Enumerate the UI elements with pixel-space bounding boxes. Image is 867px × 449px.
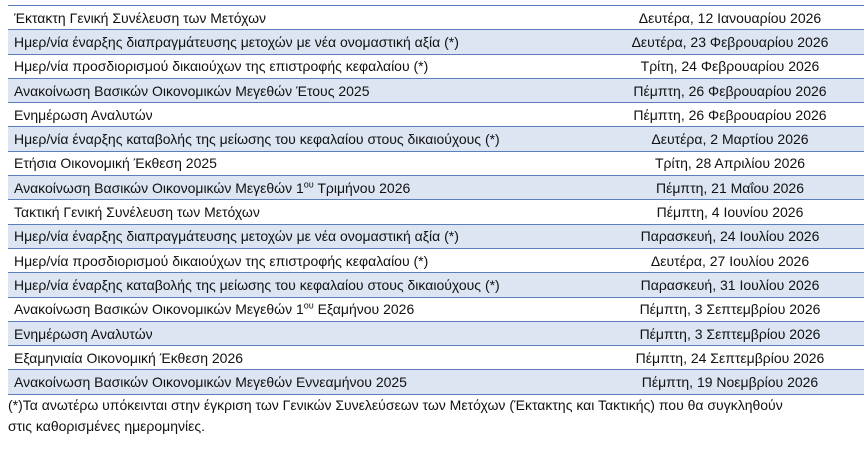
event-cell: Ημερ/νία έναρξης καταβολής της μείωσης του κεφαλαίου στους δικαιούχους (*) <box>8 273 596 297</box>
event-cell: Ημερ/νία προσδιορισμού δικαιούχων της επιστροφής κεφαλαίου (*) <box>8 54 596 78</box>
ordinal-suffix: ου <box>303 300 314 311</box>
date-cell: Παρασκευή, 31 Ιουλίου 2026 <box>596 273 864 297</box>
date-cell: Πέμπτη, 26 Φεβρουαρίου 2026 <box>596 103 864 127</box>
date-cell: Πέμπτη, 3 Σεπτεμβρίου 2026 <box>596 297 864 321</box>
event-cell: Ανακοίνωση Βασικών Οικονομικών Μεγεθών Έτους 2025 <box>8 78 596 102</box>
event-cell: Ενημέρωση Αναλυτών <box>8 103 596 127</box>
table-row <box>8 78 864 102</box>
date-cell: Πέμπτη, 19 Νοεμβρίου 2026 <box>596 370 864 394</box>
table-row <box>8 200 864 224</box>
event-cell <box>8 176 596 200</box>
date-cell: Πέμπτη, 26 Φεβρουαρίου 2026 <box>596 78 864 102</box>
table-row <box>8 297 864 321</box>
date-cell: Δευτέρα, 23 Φεβρουαρίου 2026 <box>596 30 864 54</box>
event-cell: Τακτική Γενική Συνέλευση των Μετόχων <box>8 200 596 224</box>
table-row <box>8 54 864 78</box>
table-row <box>8 273 864 297</box>
event-text: Εξαμήνου 2026 <box>313 301 415 318</box>
footnote-line: (*)Τα ανωτέρω υπόκεινται στην έγκριση των Γενικών Συνελεύσεων των Μετόχων (Έκτακτης και Τακτικής) που θα συγκληθούν <box>8 397 783 413</box>
table-row <box>8 370 864 394</box>
event-cell: Έκτακτη Γενική Συνέλευση των Μετόχων <box>8 6 596 30</box>
event-cell: Εξαμηνιαία Οικονομική Έκθεση 2026 <box>8 346 596 370</box>
table-row <box>8 151 864 175</box>
event-text: Ανακοίνωση Βασικών Οικονομικών Μεγεθών 1 <box>14 301 304 318</box>
event-cell: Ημερ/νία έναρξης καταβολής της μείωσης του κεφαλαίου στους δικαιούχους (*) <box>8 127 596 151</box>
financial-calendar-table <box>8 5 864 395</box>
date-cell: Δευτέρα, 2 Μαρτίου 2026 <box>596 127 864 151</box>
date-cell: Πέμπτη, 24 Σεπτεμβρίου 2026 <box>596 346 864 370</box>
event-cell: Ημερ/νία έναρξης διαπραγμάτευσης μετοχών με νέα ονομαστική αξία (*) <box>8 30 596 54</box>
event-text: Τριμήνου 2026 <box>313 179 411 196</box>
event-cell: Ετήσια Οικονομική Έκθεση 2025 <box>8 151 596 175</box>
table-row <box>8 224 864 248</box>
ordinal-suffix: ου <box>303 179 314 190</box>
table-row <box>8 248 864 272</box>
date-cell: Τρίτη, 28 Απριλίου 2026 <box>596 151 864 175</box>
date-cell: Πέμπτη, 21 Μαΐου 2026 <box>596 176 864 200</box>
table-row <box>8 30 864 54</box>
date-cell: Δευτέρα, 27 Ιουλίου 2026 <box>596 248 864 272</box>
date-cell: Δευτέρα, 12 Ιανουαρίου 2026 <box>596 6 864 30</box>
table-row <box>8 6 864 30</box>
date-cell: Παρασκευή, 24 Ιουλίου 2026 <box>596 224 864 248</box>
table-row <box>8 127 864 151</box>
event-cell <box>8 297 596 321</box>
table-row <box>8 176 864 200</box>
event-cell: Ημερ/νία έναρξης διαπραγμάτευσης μετοχών με νέα ονομαστική αξία (*) <box>8 224 596 248</box>
table-row <box>8 346 864 370</box>
date-cell: Πέμπτη, 3 Σεπτεμβρίου 2026 <box>596 321 864 345</box>
table-row <box>8 321 864 345</box>
footnote-line: στις καθορισμένες ημερομηνίες. <box>8 418 205 434</box>
event-cell: Ημερ/νία προσδιορισμού δικαιούχων της επιστροφής κεφαλαίου (*) <box>8 248 596 272</box>
event-cell: Ανακοίνωση Βασικών Οικονομικών Μεγεθών Εννεαμήνου 2025 <box>8 370 596 394</box>
table-row <box>8 103 864 127</box>
event-cell: Ενημέρωση Αναλυτών <box>8 321 596 345</box>
date-cell: Πέμπτη, 4 Ιουνίου 2026 <box>596 200 864 224</box>
date-cell: Τρίτη, 24 Φεβρουαρίου 2026 <box>596 54 864 78</box>
event-text: Ανακοίνωση Βασικών Οικονομικών Μεγεθών 1 <box>14 179 304 196</box>
footnote <box>8 395 864 437</box>
